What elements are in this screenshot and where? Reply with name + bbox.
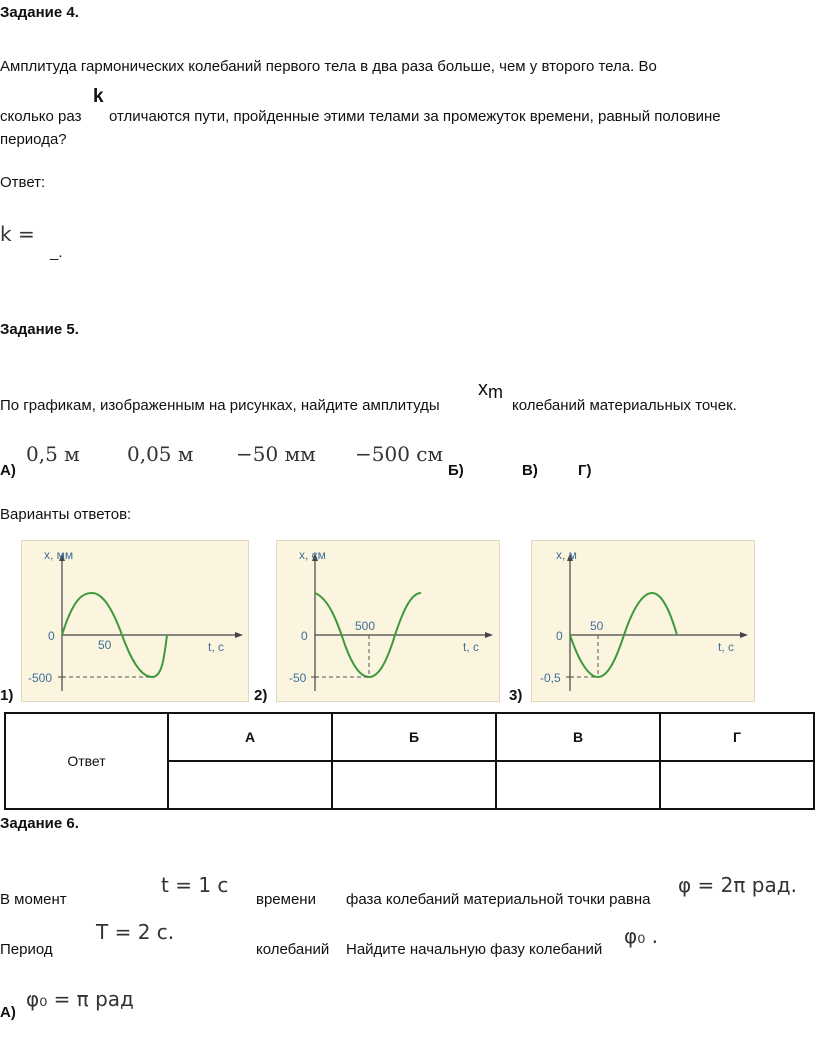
graph-2-number: 2) bbox=[254, 687, 268, 704]
graph1-y-axis-label: x, мм bbox=[44, 548, 74, 562]
task5-xm-symbol: xm bbox=[478, 378, 503, 402]
task6-title: Задание 6. bbox=[0, 815, 79, 832]
task4-line3: периода? bbox=[0, 131, 67, 148]
graph-3-number: 3) bbox=[509, 687, 523, 704]
graph1-zero-label: 0 bbox=[48, 629, 55, 643]
task5-title: Задание 5. bbox=[0, 321, 79, 338]
value-v: −50 мм bbox=[236, 442, 316, 466]
answer-header-a: А bbox=[168, 713, 332, 761]
graph3-tick-label: 50 bbox=[590, 619, 604, 633]
graph1-tick-label: 50 bbox=[98, 638, 112, 652]
variants-label: Варианты ответов: bbox=[0, 506, 132, 523]
answer-cell-b[interactable] bbox=[332, 761, 496, 809]
answer-cell-v[interactable] bbox=[496, 761, 660, 809]
value-g: −500 см bbox=[355, 442, 444, 466]
answer-table bbox=[4, 712, 815, 810]
task6-T-equation: T = 2 с. bbox=[96, 920, 175, 944]
graph-2 bbox=[276, 540, 500, 702]
task4-line2-a: сколько раз bbox=[0, 108, 82, 125]
letter-a: А) bbox=[0, 462, 16, 479]
graph3-amp-label: -0,5 bbox=[540, 671, 561, 685]
task6-find-text: Найдите начальную фазу колебаний bbox=[346, 941, 603, 958]
graph-1-number: 1) bbox=[0, 687, 14, 704]
task4-line2-b: отличаются пути, пройденные этими телами за промежуток времени, равный половине bbox=[109, 108, 721, 125]
answer-header-g: Г bbox=[660, 713, 814, 761]
graph1-amp-label: -500 bbox=[28, 671, 53, 685]
value-a: 0,5 м bbox=[26, 442, 80, 466]
task6-t-equation: t = 1 с bbox=[161, 873, 229, 897]
task4-k-equation: k = bbox=[0, 222, 35, 246]
graph3-y-axis-label: x, м bbox=[556, 548, 577, 562]
graph2-amp-label: -50 bbox=[289, 671, 307, 685]
task6-kolebaniy: колебаний bbox=[256, 941, 330, 958]
graph1-x-axis-label: t, с bbox=[208, 640, 225, 654]
answer-cell-a[interactable] bbox=[168, 761, 332, 809]
task6-phi-equation: φ = 2π рад. bbox=[678, 873, 797, 897]
answer-row-label: Ответ bbox=[5, 713, 168, 809]
graph3-zero-label: 0 bbox=[556, 629, 563, 643]
task6-answer-a-value: φ₀ = π рад bbox=[26, 987, 134, 1011]
graph2-zero-label: 0 bbox=[301, 629, 308, 643]
task5-prompt-a: По графикам, изображенным на рисунках, найдите амплитуды bbox=[0, 397, 440, 414]
task4-line1: Амплитуда гармонических колебаний первого тела в два раза больше, чем у второго тела. Во bbox=[0, 58, 657, 75]
task4-k-symbol: k bbox=[93, 86, 104, 107]
answer-cell-g[interactable] bbox=[660, 761, 814, 809]
answer-header-v: В bbox=[496, 713, 660, 761]
task4-answer-label: Ответ: bbox=[0, 174, 46, 191]
answer-header-b: Б bbox=[332, 713, 496, 761]
task4-answer-blank[interactable]: _. bbox=[50, 244, 63, 261]
graph-3 bbox=[531, 540, 755, 702]
letter-g: Г) bbox=[578, 462, 592, 479]
task4-title: Задание 4. bbox=[0, 4, 79, 21]
letter-v: В) bbox=[522, 462, 538, 479]
graph2-x-axis-label: t, с bbox=[463, 640, 480, 654]
graph3-x-axis-label: t, с bbox=[718, 640, 735, 654]
letter-b: Б) bbox=[448, 462, 464, 479]
graph-1 bbox=[21, 540, 249, 702]
task6-period: Период bbox=[0, 941, 53, 958]
task6-phase-text: фаза колебаний материальной точки равна bbox=[346, 891, 651, 908]
task6-time-word: времени bbox=[256, 891, 316, 908]
task6-answer-a-letter: А) bbox=[0, 1004, 16, 1021]
value-b: 0,05 м bbox=[127, 442, 194, 466]
task6-moment: В момент bbox=[0, 891, 67, 908]
graph2-y-axis-label: x, см bbox=[299, 548, 326, 562]
task5-prompt-b: колебаний материальных точек. bbox=[512, 397, 737, 414]
graph2-tick-label: 500 bbox=[355, 619, 376, 633]
task6-phi0: φ₀ . bbox=[624, 924, 658, 948]
